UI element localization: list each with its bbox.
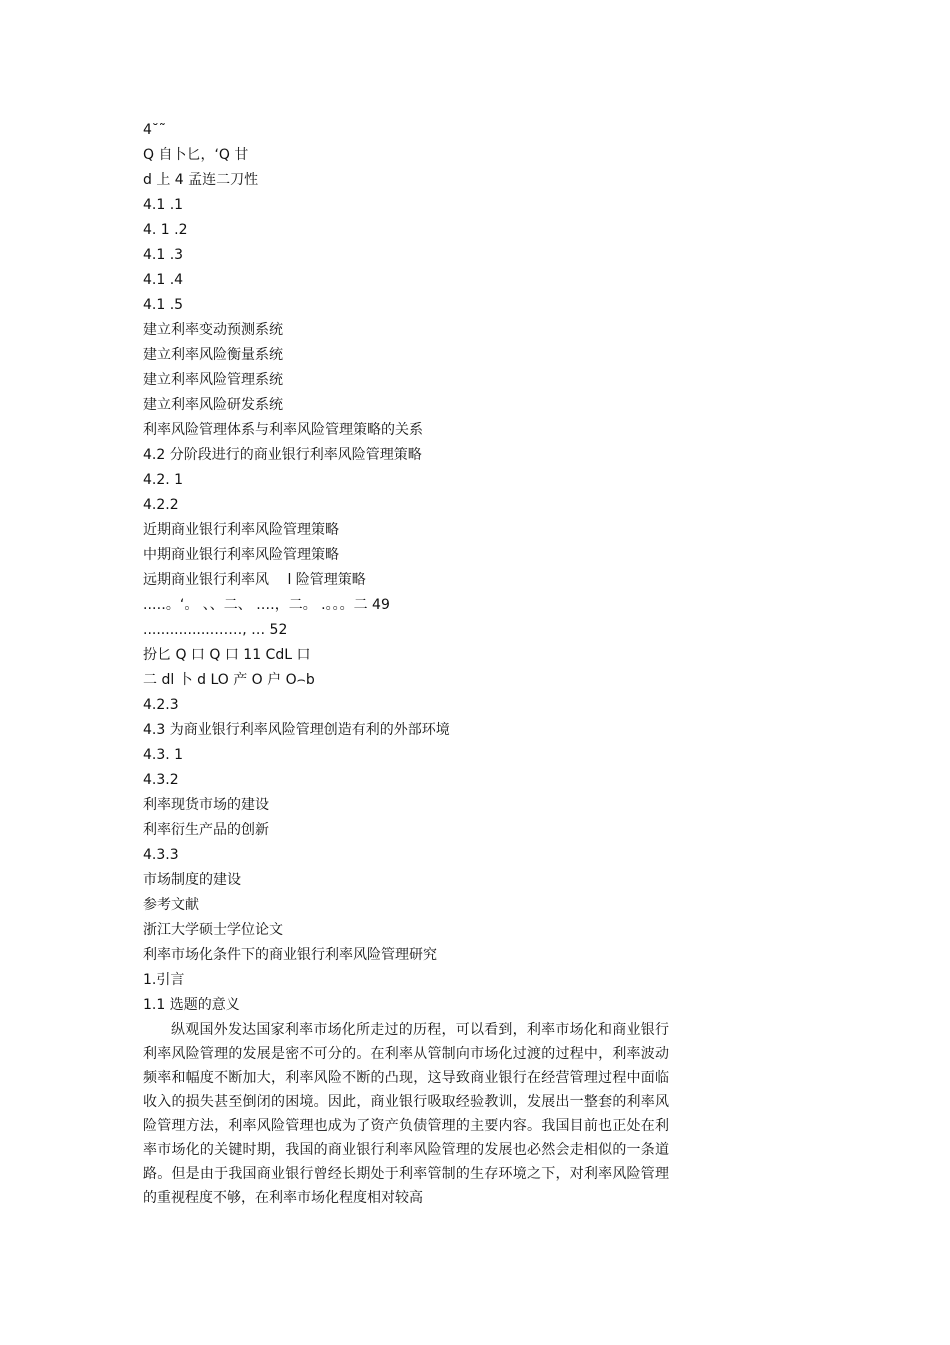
toc-line: 利率衍生产品的创新 — [143, 822, 269, 838]
toc-line: 4.1 .1 — [143, 197, 184, 213]
toc-line: 4.2.2 — [143, 497, 179, 513]
toc-line: 利率风险管理体系与利率风险管理策略的关系 — [143, 422, 423, 438]
toc-line: 1.引言 — [143, 972, 185, 988]
toc-line: 4.3 为商业银行利率风险管理创造有利的外部环境 — [143, 722, 450, 738]
toc-line: 4. 1 .2 — [143, 222, 188, 238]
toc-line: ................……, … 52 — [143, 622, 288, 638]
toc-line: 4.2.3 — [143, 697, 179, 713]
table-of-contents — [143, 118, 703, 1018]
toc-line: 中期商业银行利率风险管理策略 — [143, 547, 339, 563]
toc-line: 4.2 分阶段进行的商业银行利率风险管理策略 — [143, 447, 422, 463]
toc-line: 二 dl 卜 d LO 产 O 户 O⌢b — [143, 672, 315, 688]
toc-line: 1.1 选题的意义 — [143, 997, 240, 1013]
toc-line: 4.1 .5 — [143, 297, 184, 313]
toc-line: 建立利率风险研发系统 — [143, 397, 283, 413]
toc-line: d 上 4 孟连二刀性 — [143, 172, 259, 188]
toc-line: 建立利率变动预测系统 — [143, 322, 283, 338]
toc-line: 4.1 .4 — [143, 272, 184, 288]
toc-line: 远期商业银行利率风 l 险管理策略 — [143, 572, 366, 588]
toc-line: 4.2. 1 — [143, 472, 184, 488]
toc-line: 利率现货市场的建设 — [143, 797, 269, 813]
toc-line: 4.3.2 — [143, 772, 179, 788]
toc-line: 4˘˜ — [143, 122, 166, 138]
toc-line: 4.1 .3 — [143, 247, 184, 263]
toc-line: 近期商业银行利率风险管理策略 — [143, 522, 339, 538]
toc-line: Q 自卜匕，‘Q 甘 — [143, 147, 249, 163]
toc-line: 建立利率风险衡量系统 — [143, 347, 283, 363]
toc-line: ..…。‘。 、、二、 .…，二。 .。。。二 49 — [143, 597, 390, 613]
toc-line: 扮匕 Q 口 Q 口 11 CdL 口 — [143, 647, 311, 663]
toc-line: 参考文献 — [143, 897, 199, 913]
toc-line: 市场制度的建设 — [143, 872, 241, 888]
toc-line: 利率市场化条件下的商业银行利率风险管理研究 — [143, 947, 437, 963]
toc-line: 浙江大学硕士学位论文 — [143, 922, 283, 938]
toc-line: 4.3.3 — [143, 847, 179, 863]
toc-line: 4.3. 1 — [143, 747, 184, 763]
body-paragraph: 纵观国外发达国家利率市场化所走过的历程，可以看到，利率市场化和商业银行利率风险管理的发展是密不可分的。在利率从管制向市场化过渡的过程中，利率波动频率和幅度不断加大，利率风险不断的凸现，这导致商业银行在经营管理过程中面临收入的损失甚至倒闭的困境。因此，商业银行吸取经验教训，发展出一整套的利率风险管理方法，利率风险管理也成为了资产负债管理的主要内容。我国目前也正处在利率市场化的关键时期，我国的商业银行利率风险管理的发展也必然会走相似的一条道路。但是由于我国商业银行曾经长期处于利率管制的生存环境之下，对利率风险管理的重视程度不够，在利率市场化程度相对较高 — [143, 1022, 669, 1206]
toc-line: 建立利率风险管理系统 — [143, 372, 283, 388]
